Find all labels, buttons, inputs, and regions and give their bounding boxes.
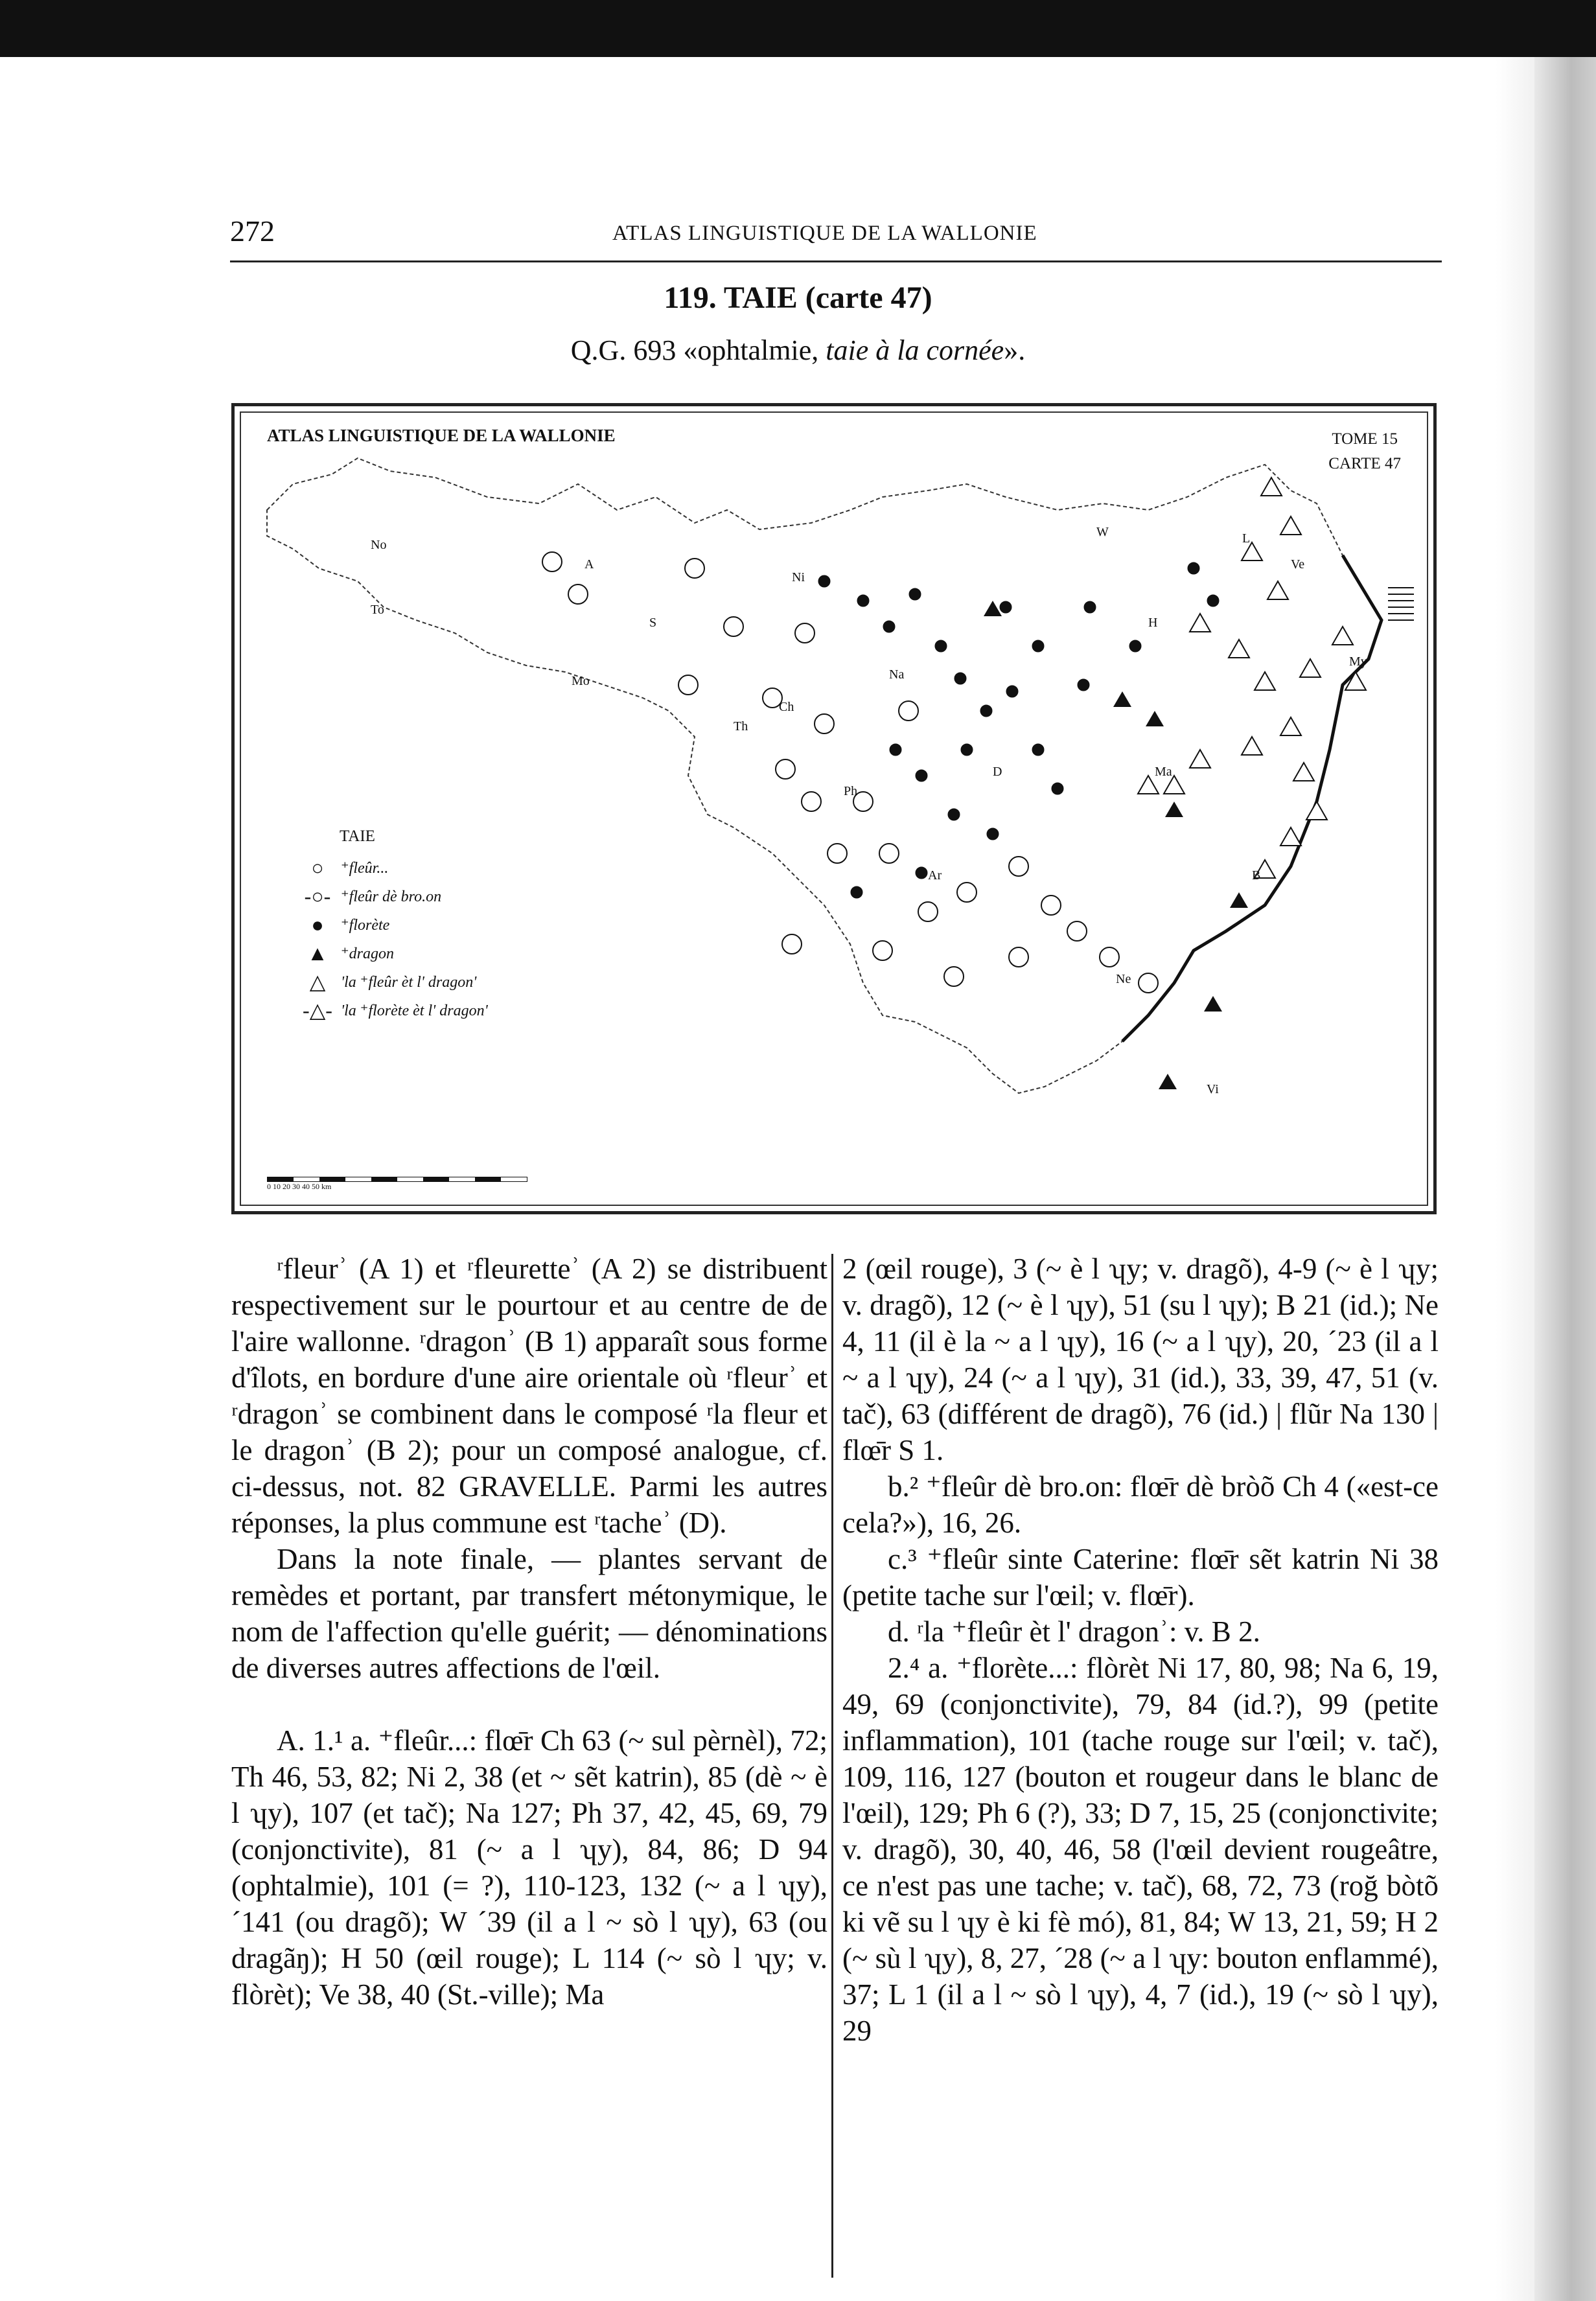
open-triangle-icon: △ [309,970,326,993]
svg-text:Th: Th [734,719,748,734]
legend-item: ○ ⁺fleûr... [299,853,488,882]
legend-item: ▲ ⁺dragon [299,939,488,967]
svg-text:Vi: Vi [1207,1082,1219,1096]
legend-item: -△- 'la ⁺florète èt l' dragon' [299,996,488,1024]
open-circle-icon: ○ [311,855,324,879]
svg-text:My: My [1349,654,1367,669]
svg-text:A: A [584,557,594,572]
paragraph: b.² ⁺fleûr dè bro.on: flœ̄r dè bròõ Ch 4 («est-ce cela?»), 16, 26. [842,1470,1439,1539]
running-head: ATLAS LINGUISTIQUE DE LA WALLONIE [612,222,1037,245]
svg-text:Ve: Ve [1291,557,1305,572]
legend-title: TAIE [340,827,375,845]
map-legend [299,827,488,1024]
article-title: 119. TAIE (carte 47) [664,281,932,315]
paragraph: c.³ ⁺fleûr sinte Caterine: flœ̄r sẽt katrin Ni 38 (petite tache sur l'œil; v. flœ̄r). [842,1543,1439,1612]
map-label: ATLAS LINGUISTIQUE DE LA WALLONIE [267,426,616,445]
paragraph: 2 (œil rouge), 3 (~ è l ʮy; v. dragõ), 4-9 (~ è l ʮy; v. dragõ), 12 (~ è l ʮy), 51 (su l ʮy); B 21 (id.); Ne 4, 11 (il è la ~ a l ʮy), 16 (~ a l ʮy), 20, ´23 (il a l ~ a l ʮy), 24 (~ a l ʮy), 31 (id.), 33, 39, 47, 51 (v. tač), 63 (différent de dragõ), 76 (id.) | flũr Na 130 | flœ̄r S 1. [842,1253,1439,1466]
filled-triangle-icon: ▲ [307,941,328,965]
scan-top-border [0,0,1596,57]
svg-text:No: No [371,538,387,552]
svg-text:H: H [1148,616,1158,630]
svg-text:S: S [649,616,657,630]
legend-item: -○- ⁺fleûr dè bro.on [299,882,488,910]
column-divider [831,1254,833,2278]
svg-text:Ph: Ph [844,784,858,798]
article-subtitle: Q.G. 693 «ophtalmie, taie à la cornée». [570,334,1026,366]
map-figure [231,403,1437,1214]
paragraph: Dans la note finale, — plantes servant de remèdes et portant, par transfert métonymique, le nom de l'affection qu'elle guérit; — dénominations de diverses autres affections de l'œil. [231,1543,827,1684]
paragraph: A. 1.¹ a. ⁺fleûr...: flœ̄r Ch 63 (~ sul pèrnèl), 72; Th 46, 53, 82; Ni 2, 38 (et ~ sẽt katrin), 85 (dè ~ è l ʮy), 107 (et tač); Na 127; Ph 37, 42, 45, 69, 79 (conjonctivite), 81 (~ a l ʮy), 84, 86; D 94 (ophtalmie), 101 (= ?), 110-123, 132 (~ a l ʮy), ´141 (ou dragõ); W ´39 (il a l ~ sò l ʮy), 63 (ou dragãŋ); H 50 (œil rouge); L 114 (~ sò l ʮy; v. flòrèt); Ve 38, 40 (St.-ville); Ma [231,1724,827,2011]
hatch-border [1388,588,1414,620]
legend-item: ● ⁺florète [299,910,488,939]
paragraph: d. ʳla ⁺fleûr èt l' dragonʾ: v. B 2. [888,1615,1260,1648]
filled-dot-icon: ● [311,912,324,936]
survey-open-triangles [1138,478,1366,878]
svg-text:Ch: Ch [779,700,794,714]
svg-text:B: B [1252,868,1261,883]
svg-text:Na: Na [889,667,905,682]
svg-text:W: W [1096,525,1109,539]
svg-text:Ne: Ne [1116,972,1131,986]
survey-triangles [984,601,1248,1089]
svg-text:To: To [371,603,384,617]
page-header [230,214,1442,262]
scan-page-edge [1496,57,1534,2301]
svg-text:D: D [993,765,1002,779]
survey-symbols [818,562,1219,898]
paragraph: ʳfleurʾ (A 1) et ʳfleuretteʾ (A 2) se distribuent respectivement sur le pourtour et au centre de de l'aire wallonne. ʳdragonʾ (B 1) apparaît sous forme d'îlots, en bordure d'une aire orientale où ʳfleurʾ et ʳdragonʾ se combinent dans le composé ʳla fleur et le dragonʾ (B 2); pour un composé analogue, cf. ci-dessus, not. 82 GRAVELLE. Parmi les autres réponses, la plus commune est ʳtacheʾ (D). [231,1253,827,1539]
map-scale: 0 10 20 30 40 50 km [267,1177,527,1192]
page-number: 272 [230,214,275,248]
map-drawing [241,413,1431,1208]
dashed-circle-icon: -○- [304,884,331,908]
left-column [231,1251,827,2013]
svg-text:Ar: Ar [928,868,942,883]
map-tome: TOME 15 CARTE 47 [1328,430,1401,472]
svg-text:L: L [1242,531,1251,546]
svg-text:Ni: Ni [792,570,805,584]
svg-text:Mo: Mo [572,674,590,688]
svg-text:Ma: Ma [1155,765,1172,779]
scan-right-border [1534,57,1596,2301]
survey-circles [542,552,1158,993]
right-column [842,1251,1439,2049]
dashed-triangle-icon: -△- [303,999,332,1022]
legend-item: △ 'la ⁺fleûr èt l' dragon' [299,967,488,996]
paragraph: 2.⁴ a. ⁺florète...: flòrèt Ni 17, 80, 98; Na 6, 19, 49, 69 (conjonctivite), 79, 84 (id.?), 99 (petite inflammation), 101 (tache rouge sur l'œil; v. tač), 109, 116, 127 (bouton et rougeur dans le blanc de l'œil), 129; Ph 6 (?), 33; D 7, 15, 25 (conjonctivite; v. dragõ), 30, 40, 46, 58 (l'œil devient rougeâtre, ce n'est pas une tache; v. tač), 68, 72, 73 (roğ bòtõ ki vẽ su l ʮy è ki fè mó), 81, 84; W 13, 21, 59; H 2 (~ sù l ʮy), 8, 27, ´28 (~ a l ʮy: bouton enflammé), 37; L 1 (il a l ~ sò l ʮy), 4, 7 (id.), 19 (~ sò l ʮy), 29 [842,1652,1439,2047]
